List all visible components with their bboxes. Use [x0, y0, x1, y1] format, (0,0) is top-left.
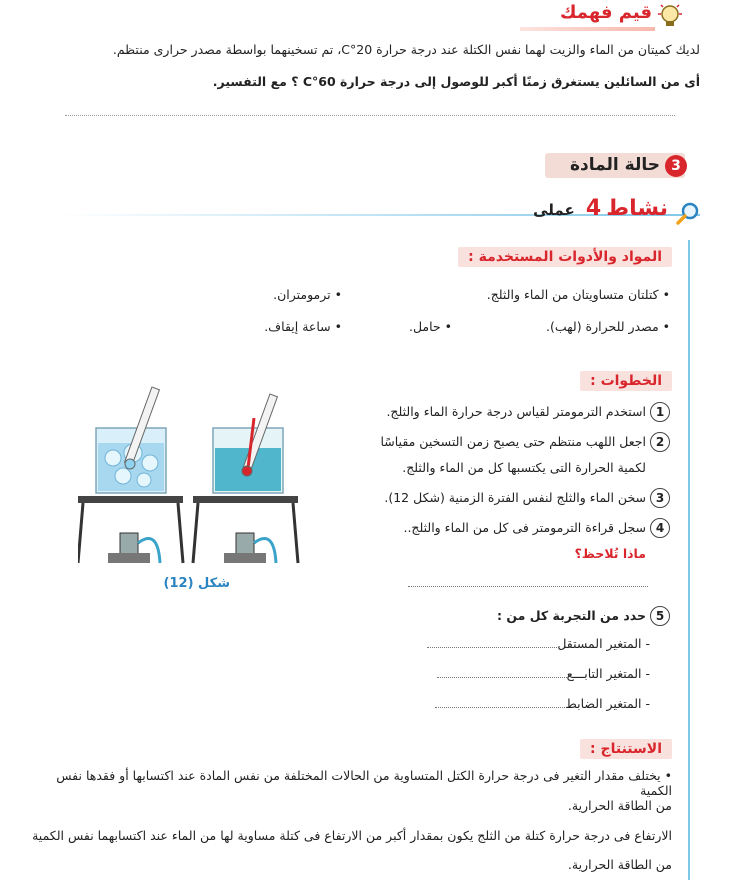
step-item: 2اجعل اللهب منتظم حتى يصبح زمن التسخين مقياسًا	[350, 432, 670, 452]
materials-heading: المواد والأدوات المستخدمة :	[458, 247, 672, 267]
conclusion-heading: الاستنتاج :	[580, 739, 672, 759]
conclusion-p2a: الارتفاع فى درجة حرارة كتلة من الثلج يكون بمقدار أكبر من الارتفاع فى كتلة مساوية لها من الماء عند اكتسابهما نفس الكمية	[32, 828, 672, 843]
eval-line-1: لديك كميتان من الماء والزيت لهما نفس الكتلة عند درجة حرارة 20°C، تم تسخينهما بواسطة مصدر حرارى منتظم.	[112, 42, 700, 57]
steps-heading: الخطوات :	[580, 371, 672, 391]
step-item-cont: لكمية الحرارة التى يكتسبها كل من الماء والثلج.	[402, 460, 646, 475]
material-item: • مصدر للحرارة (لهب).	[546, 319, 670, 334]
conclusion-p2b: من الطاقة الحرارية.	[567, 857, 672, 872]
materials-heading-wrap	[458, 246, 672, 265]
eval-line-2: أى من السائلين يستغرق زمنًا أكبر للوصول إلى درجة حرارة 60°C ؟ مع التفسير.	[212, 74, 700, 89]
ice-beaker	[78, 387, 183, 563]
step-item: 4سجل قراءة الترمومتر فى كل من الماء والثلج..	[350, 518, 670, 538]
activity-title: نشاط 4 عملى	[533, 196, 668, 221]
section-divider	[65, 115, 675, 116]
conclusion-p1a: • يختلف مقدار التغير فى درجة حرارة الكتل المتساوية من الحالات المختلفة من نفس المادة عند اكتسابها أو فقدها نفس الكمية	[56, 768, 672, 798]
material-item: • كتلتان متساويتان من الماء والثلج.	[486, 287, 670, 302]
step-item: 1استخدم الترمومتر لقياس درجة حرارة الماء والثلج.	[350, 402, 670, 422]
variable-item: - المتغير الضابط	[410, 696, 650, 711]
section-title: حالة المادة	[570, 155, 660, 175]
activity-side-line	[688, 240, 690, 880]
magnifier-icon	[675, 200, 701, 226]
observe-question: ماذا تُلاحظ؟	[574, 546, 646, 561]
steps-heading-wrap	[580, 370, 672, 389]
material-item: • ساعة إيقاف.	[264, 319, 342, 334]
step-item: 5حدد من التجربة كل من :	[350, 606, 670, 626]
step-item: 3سخن الماء والثلج لنفس الفترة الزمنية (شكل 12).	[350, 488, 670, 508]
conclusion-heading-wrap	[580, 738, 672, 757]
section-number-badge: 3	[665, 155, 687, 177]
material-item: • ترمومتران.	[273, 287, 342, 302]
answer-line	[408, 586, 648, 587]
eval-title: قيم فهمك	[559, 2, 652, 23]
conclusion-p1b: من الطاقة الحرارية.	[567, 798, 672, 813]
bulb-icon	[656, 2, 684, 30]
experiment-figure	[78, 378, 318, 574]
material-item: • حامل.	[408, 319, 452, 334]
water-beaker	[193, 394, 298, 563]
figure-caption: شكل (12)	[163, 576, 230, 591]
eval-title-underline	[520, 27, 655, 31]
variable-item: - المتغير التابـــع	[410, 666, 650, 681]
variable-item: - المتغير المستقل	[410, 636, 650, 651]
